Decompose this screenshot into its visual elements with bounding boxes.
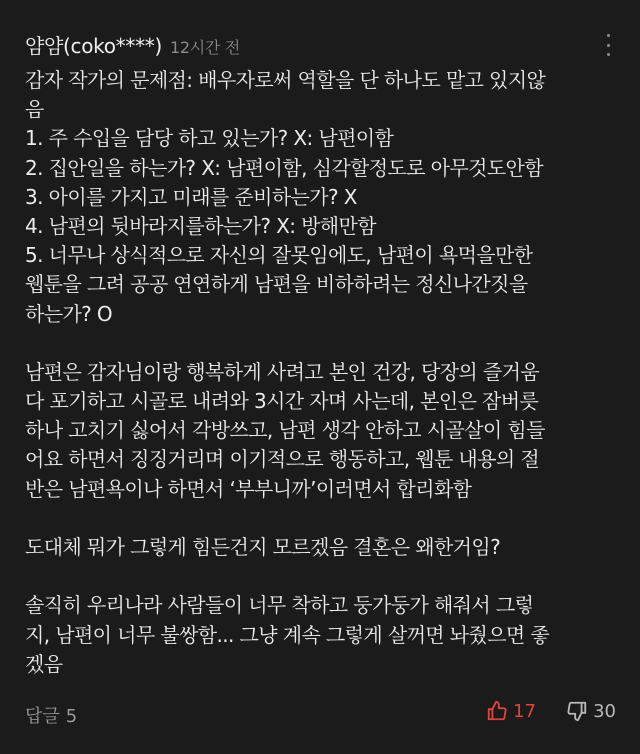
comment-line: 솔직히 우리나라 사람들이 너무 착하고 둥가둥가 해줘서 그렇 — [25, 593, 534, 618]
more-dot — [607, 53, 610, 56]
more-dot — [607, 34, 610, 37]
comment-blank-line — [25, 329, 625, 358]
comment-line: 2. 집안일을 하는가? X: 남편이함, 심각할정도로 아무것도안함 — [25, 155, 543, 180]
comment-blank-line — [25, 504, 625, 533]
comment-line: 3. 아이를 가지고 미래를 준비하는가? X — [25, 184, 357, 209]
comment-line: 음 — [25, 97, 44, 122]
comment-blank-line — [25, 562, 625, 591]
comment-line: 하나 고치기 싫어서 각방쓰고, 남편 생각 안하고 시골살이 힘들 — [25, 418, 545, 443]
like-button[interactable] — [486, 700, 536, 722]
comment-line: 겠음 — [25, 651, 63, 676]
comment-line: 다 포기하고 시골로 내려와 3시간 자며 사는데, 본인은 잠버릇 — [25, 389, 539, 414]
comment-line: 웹툰을 그려 공공 연연하게 남편을 비하하려는 정신나간짓을 — [25, 272, 528, 297]
comment-line: 반은 남편욕이나 하면서 ‘부부니까’이러면서 합리화함 — [25, 476, 472, 501]
more-vertical-icon[interactable] — [600, 34, 616, 56]
comment-line: 남편은 감자님이랑 행복하게 사려고 본인 건강, 당장의 즐거움 — [25, 359, 540, 384]
comment-line: 하는가? O — [25, 301, 113, 326]
like-count: 17 — [513, 700, 536, 722]
reply-label: 답글 — [25, 706, 60, 727]
comment-line: 어요 하면서 징징거리며 이기적으로 행동하고, 웹툰 내용의 절 — [25, 447, 540, 472]
comment-line: 1. 주 수입을 담당 하고 있는가? X: 남편이함 — [25, 126, 394, 151]
comment-line: 감자 작가의 문제점: 배우자로써 역할을 단 하나도 맡고 있지않 — [25, 68, 546, 92]
comment-line: 지, 남편이 너무 불쌍함... 그냥 계속 그렇게 살꺼면 놔줬으면 좋 — [25, 622, 550, 647]
comment-header — [25, 30, 240, 62]
dislike-button[interactable] — [566, 700, 616, 722]
dislike-count: 30 — [593, 700, 616, 722]
comment-line: 5. 너무나 상식적으로 자신의 잘못임에도, 남편이 욕먹을만한 — [25, 243, 533, 268]
comment-timestamp: 12시간 전 — [169, 38, 240, 57]
comment-body — [25, 66, 625, 679]
author-name[interactable]: 얌얌(coko****) — [25, 34, 162, 58]
thumbs-down-icon — [566, 700, 588, 722]
thumbs-up-icon — [486, 700, 508, 722]
more-dot — [607, 44, 610, 47]
comment-footer — [25, 700, 616, 730]
comment-line: 도대체 뭐가 그렇게 힘든건지 모르겠음 결혼은 왜한거임? — [25, 535, 501, 559]
comment-line: 4. 남편의 뒷바라지를하는가? X: 방해만함 — [25, 213, 376, 238]
reply-count: 5 — [65, 706, 78, 727]
reply-button[interactable] — [25, 702, 77, 728]
